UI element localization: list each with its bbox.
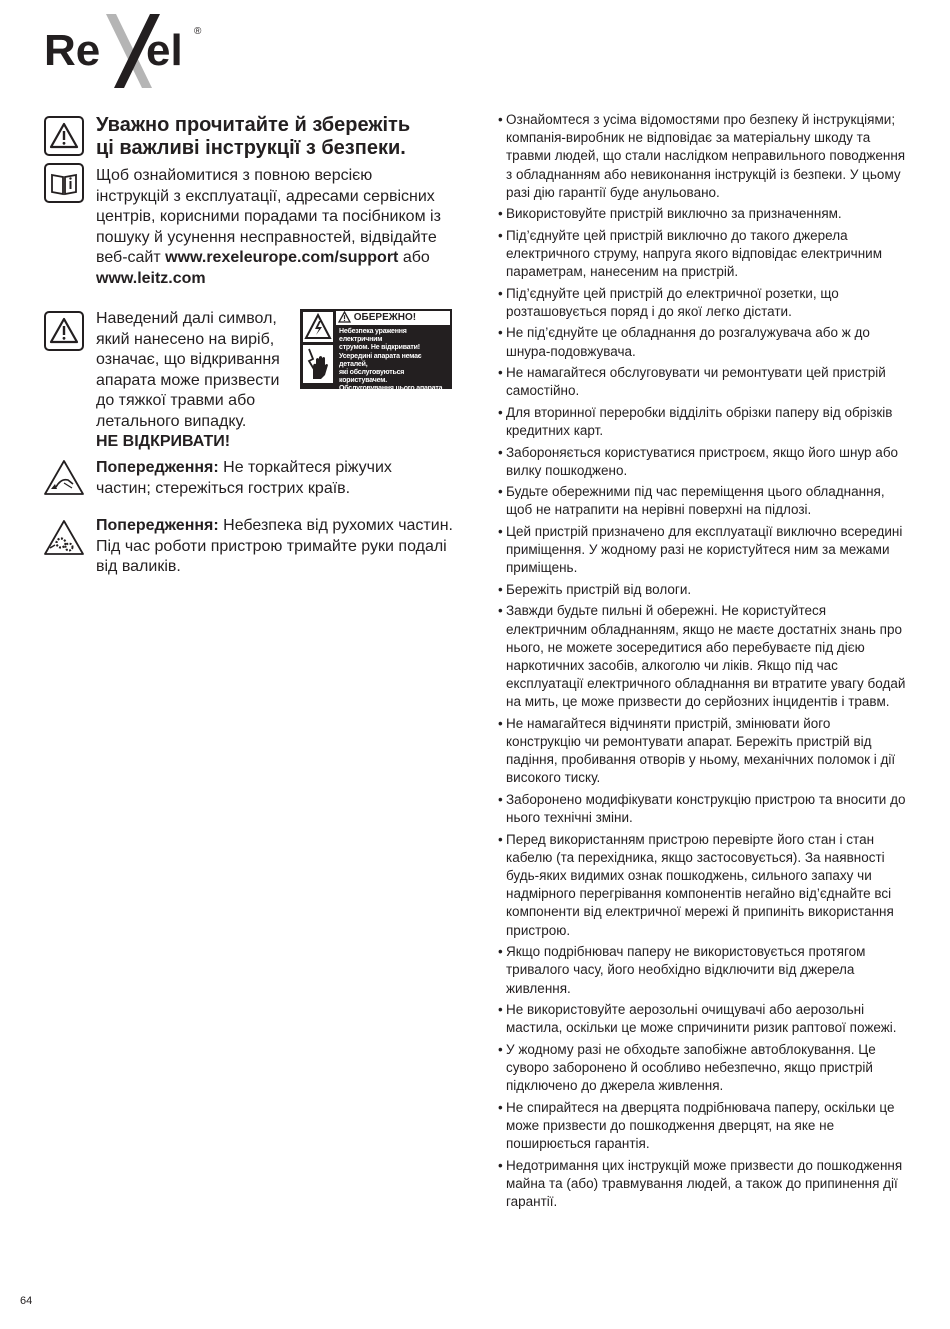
- intro-prefix: веб-сайт: [96, 249, 166, 266]
- read-manual-icon: [44, 163, 84, 203]
- leitz-link[interactable]: www.leitz.com: [96, 269, 206, 287]
- list-item: • У жодному разі не обходьте запобіжне автоблокування. Це суворо заборонено й особливо небезпечно, якщо пристрій підключено до джерела живлення.: [498, 1041, 908, 1096]
- intro-line: [96, 269, 476, 290]
- hand-hazard-icon: [303, 345, 333, 383]
- list-item: • Не спирайтеся на дверцята подрібнювача паперу, оскільки це може призвести до пошкодження дверцят, на яке не поширюється гарантія.: [498, 1099, 908, 1154]
- list-item: • Ознайомтеся з усіма відомостями про безпеку й інструкціями; компанія-виробник не відповідає за матеріальну шкоду та травми людей, що стали наслідком неправильного поводження з обладнанням або невиконання інструкцій із безпеки. У цьому разі дію гарантії буде анульовано.: [498, 111, 908, 202]
- caution-label: [300, 309, 452, 409]
- symbol-line: летального випадку.: [96, 412, 247, 430]
- warning-label: Попередження:: [96, 459, 219, 476]
- list-item: • Цей пристрій призначено для експлуатації виключно всередині приміщення. У жодному разі не користуйтеся ним за межами приміщень.: [498, 523, 908, 578]
- caution-heading: ОБЕРЕЖНО!: [336, 311, 450, 325]
- moving-parts-warning: Попередження: Небезпека від рухомих частин. Під час роботи пристрою тримайте руки подалі від валиків.: [96, 517, 453, 575]
- list-item: • Під’єднуйте цей пристрій до електричної розетки, що розташовується поряд і до якої легко дістати.: [498, 285, 908, 321]
- intro-line: інструкцій з експлуатації, адресами сервісних: [96, 187, 435, 205]
- list-item: • Не намагайтеся обслуговувати чи ремонтувати цей пристрій самостійно.: [498, 364, 908, 400]
- caution-text: Небезпека ураження електричним струмом. Не відкривати! Усередині апарата немає деталей, які обслуговуються користувачем. Обслуговування цього апарата має здійснювати кваліфікований персонал.: [339, 328, 449, 409]
- list-item: • Не намагайтеся відчиняти пристрій, змінювати його конструкцію чи ремонтувати апарат. Бережіть пристрій від падіння, пробивання отворів у ньому, механічних поломок і дії високого тиску.: [498, 715, 908, 788]
- list-item: • Під’єднуйте цей пристрій виключно до такого джерела електричного струму, напруга якого відповідає електричним параметрам, нанесеним на пристрій.: [498, 227, 908, 282]
- intro-or: або: [398, 249, 430, 266]
- svg-text:®: ®: [194, 26, 202, 37]
- list-item: • Забороняється користуватися пристроєм, якщо його шнур або вилку пошкоджено.: [498, 444, 908, 480]
- list-item: • Використовуйте пристрій виключно за призначенням.: [498, 205, 908, 223]
- symbol-line: апарата може призвести: [96, 371, 280, 389]
- warning-small-icon: [338, 311, 351, 323]
- title-line-2: ці важливі інструкції з безпеки.: [96, 137, 406, 159]
- intro-line: [96, 248, 476, 269]
- list-item: • Не використовуйте аерозольні очищувачі або аерозольні мастила, оскільки це може спричинити ризик раптової пожежі.: [498, 1001, 908, 1037]
- symbol-line: до тяжкої травми або: [96, 392, 256, 409]
- list-item: • Заборонено модифікувати конструкцію пристрою та вносити до нього технічні зміни.: [498, 791, 908, 827]
- symbol-line: означає, що відкривання: [96, 351, 280, 368]
- cut-warning: Попередження: Не торкайтеся ріжучих частин; стережіться гострих країв.: [96, 459, 392, 497]
- cut-hazard-icon: [42, 458, 86, 503]
- symbol-line: який нанесено на виріб,: [96, 330, 275, 348]
- page-title: [96, 114, 476, 160]
- svg-text:el: el: [146, 26, 183, 75]
- list-item: • Недотримання цих інструкцій може призвести до пошкодження майна та (або) травмування людей, а також до припинення дії гарантії.: [498, 1157, 908, 1212]
- intro-paragraph: [96, 166, 476, 289]
- list-item: • Завжди будьте пильні й обережні. Не користуйтеся електричним обладнанням, якщо не маєте достатніх знань про нього, не можете зосередитися або перебуваєте під дією наркотичних засобів, алкоголю чи ліків. Якщо під час експлуатації електричного обладнання ви втратите увагу бодай на мить, це може призвести до серйозних інцидентів і травм.: [498, 602, 908, 711]
- list-item: • Перед використанням пристрою перевірте його стан і стан кабелю (та перехідника, якщо застосовується). За наявності будь-яких видимих ознак пошкоджень, сильного запаху чи надмірного перегрівання компонентів негайно від’єднайте всі компоненти від електричної мережі й припиніть використання пристрою.: [498, 831, 908, 940]
- intro-line: Щоб ознайомитися з повною версією: [96, 167, 373, 184]
- moving-parts-icon: [42, 518, 86, 563]
- title-line-1: Уважно прочитайте й збережіть: [96, 114, 411, 136]
- list-item: • Не під’єднуйте це обладнання до розгалужувача або ж до шнура-подовжувача.: [498, 324, 908, 360]
- intro-line: центрів, корисними порадами та посібником із: [96, 208, 441, 225]
- list-item: • Будьте обережними під час переміщення цього обладнання, щоб не натрапити на нерівні поверхні на підлозі.: [498, 483, 908, 519]
- page-number: 64: [20, 1295, 33, 1307]
- warning-triangle-icon: [44, 116, 84, 156]
- warning-triangle-icon: [44, 311, 84, 351]
- svg-text:Re: Re: [44, 26, 101, 75]
- list-item: • Бережіть пристрій від вологи.: [498, 581, 908, 599]
- safety-instructions-list: [498, 111, 908, 1215]
- rexel-support-link[interactable]: www.rexeleurope.com/support: [165, 249, 399, 266]
- symbol-line: Наведений далі символ,: [96, 310, 277, 327]
- symbol-paragraph: [96, 309, 296, 453]
- intro-line: пошуку й усунення несправностей, відвідайте: [96, 228, 437, 246]
- list-item: • Якщо подрібнювач паперу не використовується протягом тривалого часу, його необхідно відключити від джерела живлення.: [498, 943, 908, 998]
- electric-shock-icon: [303, 312, 333, 342]
- warning-label: Попередження:: [96, 517, 219, 534]
- list-item: • Для вторинної переробки відділіть обрізки паперу від обрізків кредитних карт.: [498, 404, 908, 440]
- rexel-logo: [42, 10, 212, 92]
- do-not-open: НЕ ВІДКРИВАТИ!: [96, 433, 231, 450]
